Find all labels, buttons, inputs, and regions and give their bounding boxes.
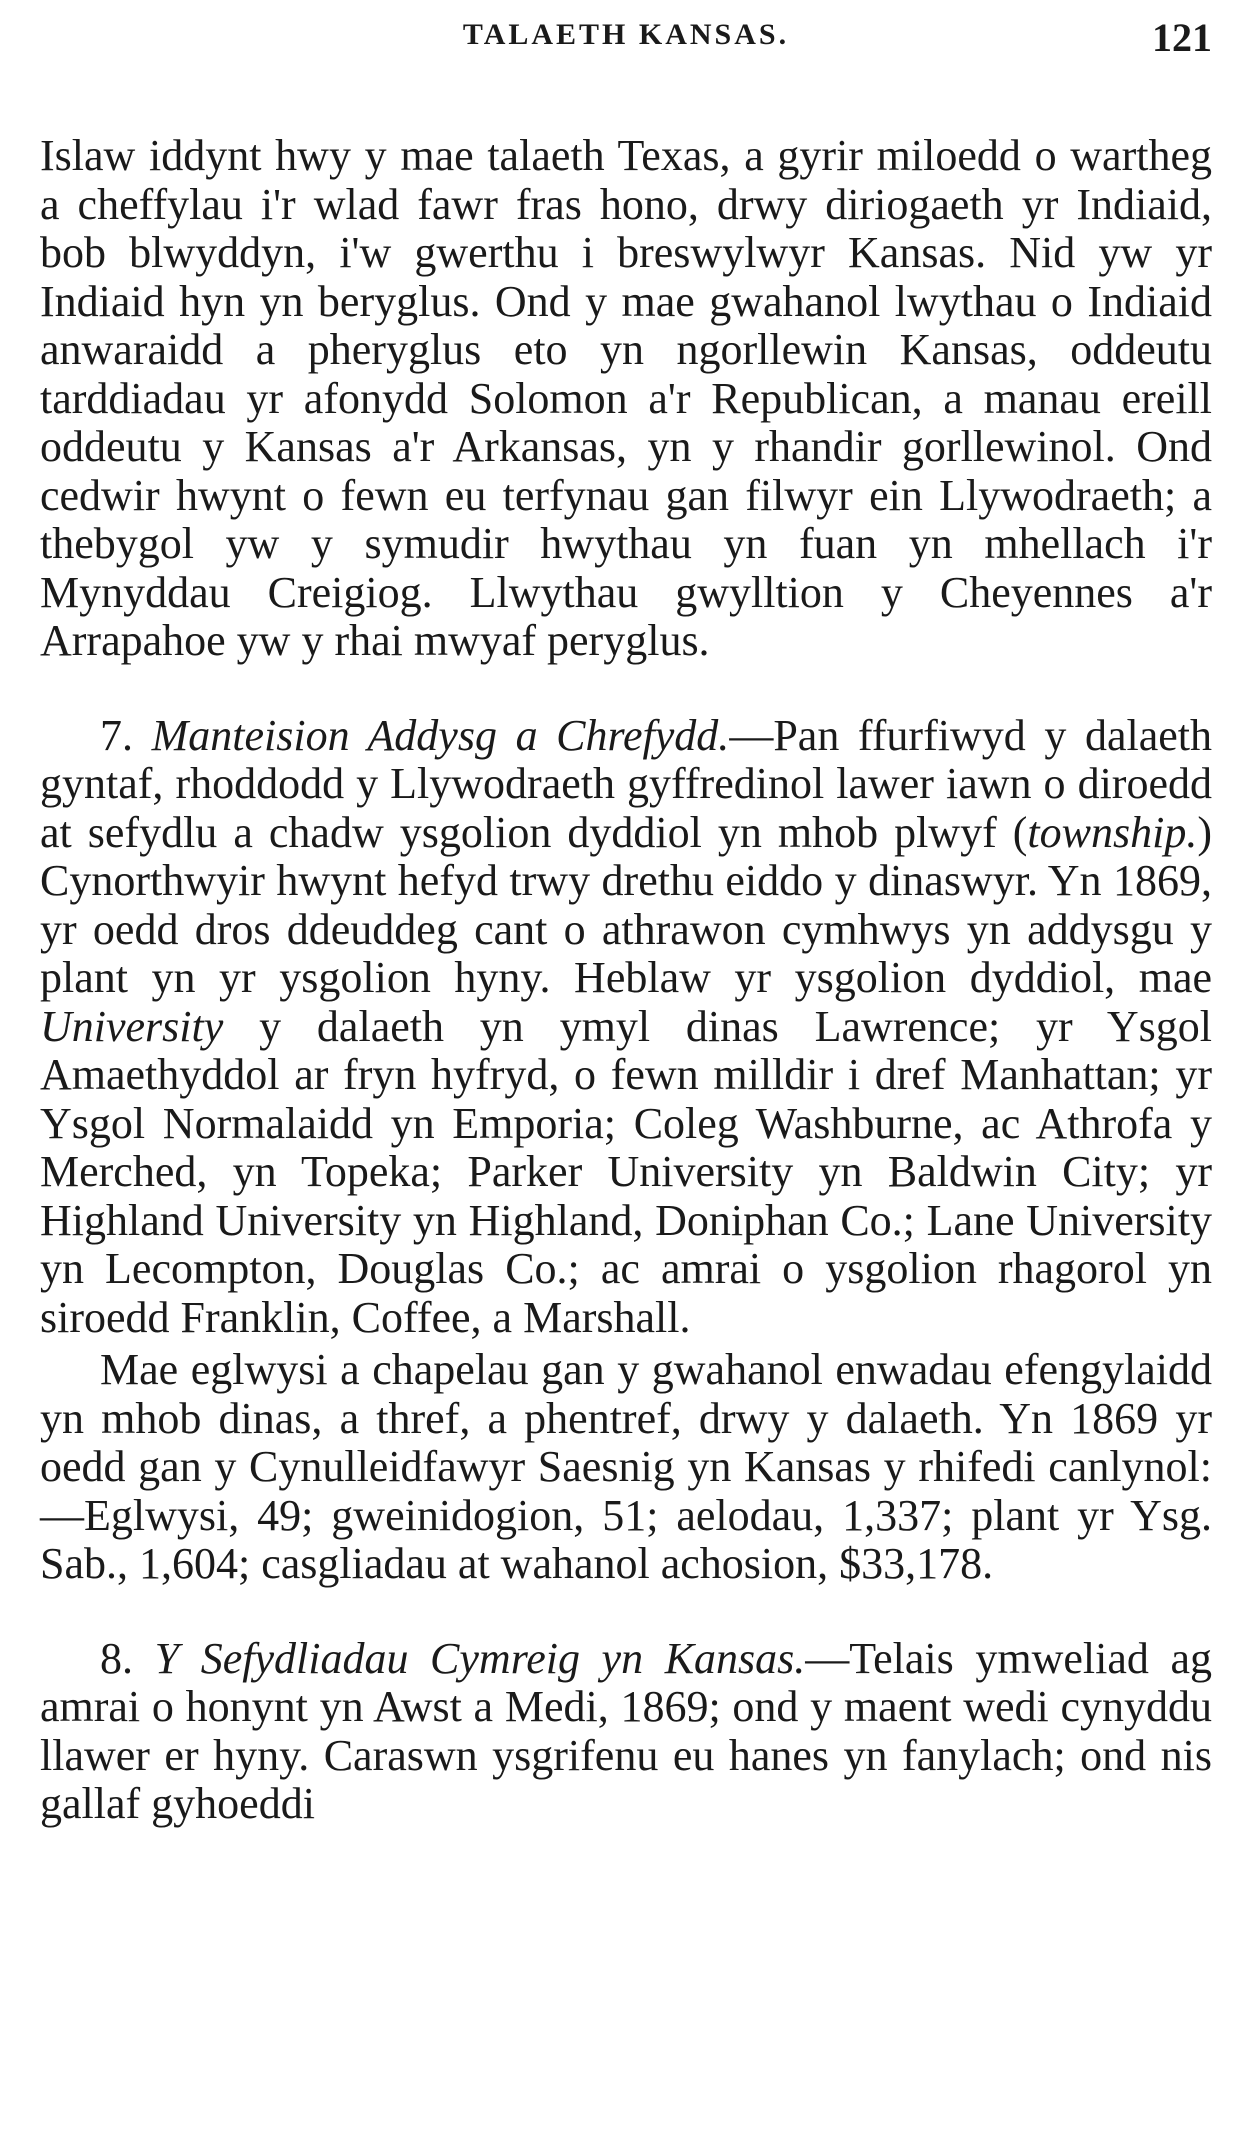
section-heading: Manteision Addysg a Chrefydd.	[151, 710, 730, 760]
paragraph-churches: Mae eglwysi a chapelau gan y gwahanol enwadau efengylaidd yn mhob dinas, a thref, a phentref, drwy y dalaeth. Yn 1869 yr oedd gan y Cynulleidfawyr Saesnig yn Kansas y rhifedi canlynol:—Eglwysi, 49; gweinidogion, 51; aelodau, 1,337; plant yr Ysg. Sab., 1,604; casgliadau at wahanol achosion, $33,178.	[40, 1345, 1212, 1588]
italic-term: University	[40, 1001, 224, 1051]
section-number: 8.	[100, 1633, 133, 1683]
paragraph-welsh-settlements	[40, 1635, 1212, 1829]
running-head	[40, 15, 1212, 64]
paragraph-texas-tribes: Islaw iddynt hwy y mae talaeth Texas, a gyrir miloedd o wartheg a cheffylau i'r wlad fawr fras hono, drwy diriogaeth yr Indiaid, bob blwyddyn, i'w gwerthu i breswylwyr Kansas. Nid yw yr Indiaid hyn yn beryglus. Ond y mae gwahanol lwythau o Indiaid anwaraidd a pheryglus eto yn ngorllewin Kansas, oddeutu tarddiadau yr afonydd Solomon a'r Republican, a manau ereill oddeutu y Kansas a'r Arkansas, yn y rhandir gorllewinol. Ond cedwir hwynt o fewn eu terfynau gan filwyr ein Llywodraeth; a thebygol yw y symudir hwythau yn fuan yn mhellach i'r Mynyddau Creigiog. Llwythau gwylltion y Cheyennes a'r Arrapahoe yw y rhai mwyaf peryglus.	[40, 131, 1212, 665]
running-title: TALAETH KANSAS.	[462, 18, 790, 51]
paragraph-text: —Pan ffurfiwyd y dalaeth gyntaf, rhoddodd y Llywodraeth gyffredinol lawer iawn o diroedd at sefydlu a chadw ysgolion dyddiol yn mhob plwyf (	[40, 710, 1213, 857]
paragraph-education	[40, 712, 1212, 1343]
paragraph-text: ) Cynorthwyir hwynt hefyd trwy drethu eiddo y dinaswyr. Yn 1869, yr oedd dros ddeuddeg cant o athrawon cymhwys yn addysgu y plant yn yr ysgolion hyny. Heblaw yr ysgolion dyddiol, mae	[40, 807, 1212, 1002]
italic-term: township.	[1027, 807, 1198, 857]
section-heading: Y Sefydliadau Cymreig yn Kansas.	[154, 1633, 806, 1683]
body-text	[40, 132, 1212, 1829]
paragraph-text: —Telais ymweliad ag amrai o honynt yn Awst a Medi, 1869; ond y maent wedi cynyddu llawer er hyny. Caraswn ysgrifenu eu hanes yn fanylach; ond nis gallaf gyhoeddi	[40, 1633, 1212, 1828]
page-number: 121	[1152, 15, 1212, 60]
paragraph-text: y dalaeth yn ymyl dinas Lawrence; yr Ysgol Amaethyddol ar fryn hyfryd, o fewn milldir i dref Manhattan; yr Ysgol Normalaidd yn Emporia; Coleg Washburne, ac Athrofa y Merched, yn Topeka; Parker University yn Baldwin City; yr Highland University yn Highland, Doniphan Co.; Lane University yn Lecompton, Douglas Co.; ac amrai o ysgolion rhagorol yn siroedd Franklin, Coffee, a Marshall.	[40, 1001, 1212, 1342]
section-number: 7.	[100, 710, 133, 760]
